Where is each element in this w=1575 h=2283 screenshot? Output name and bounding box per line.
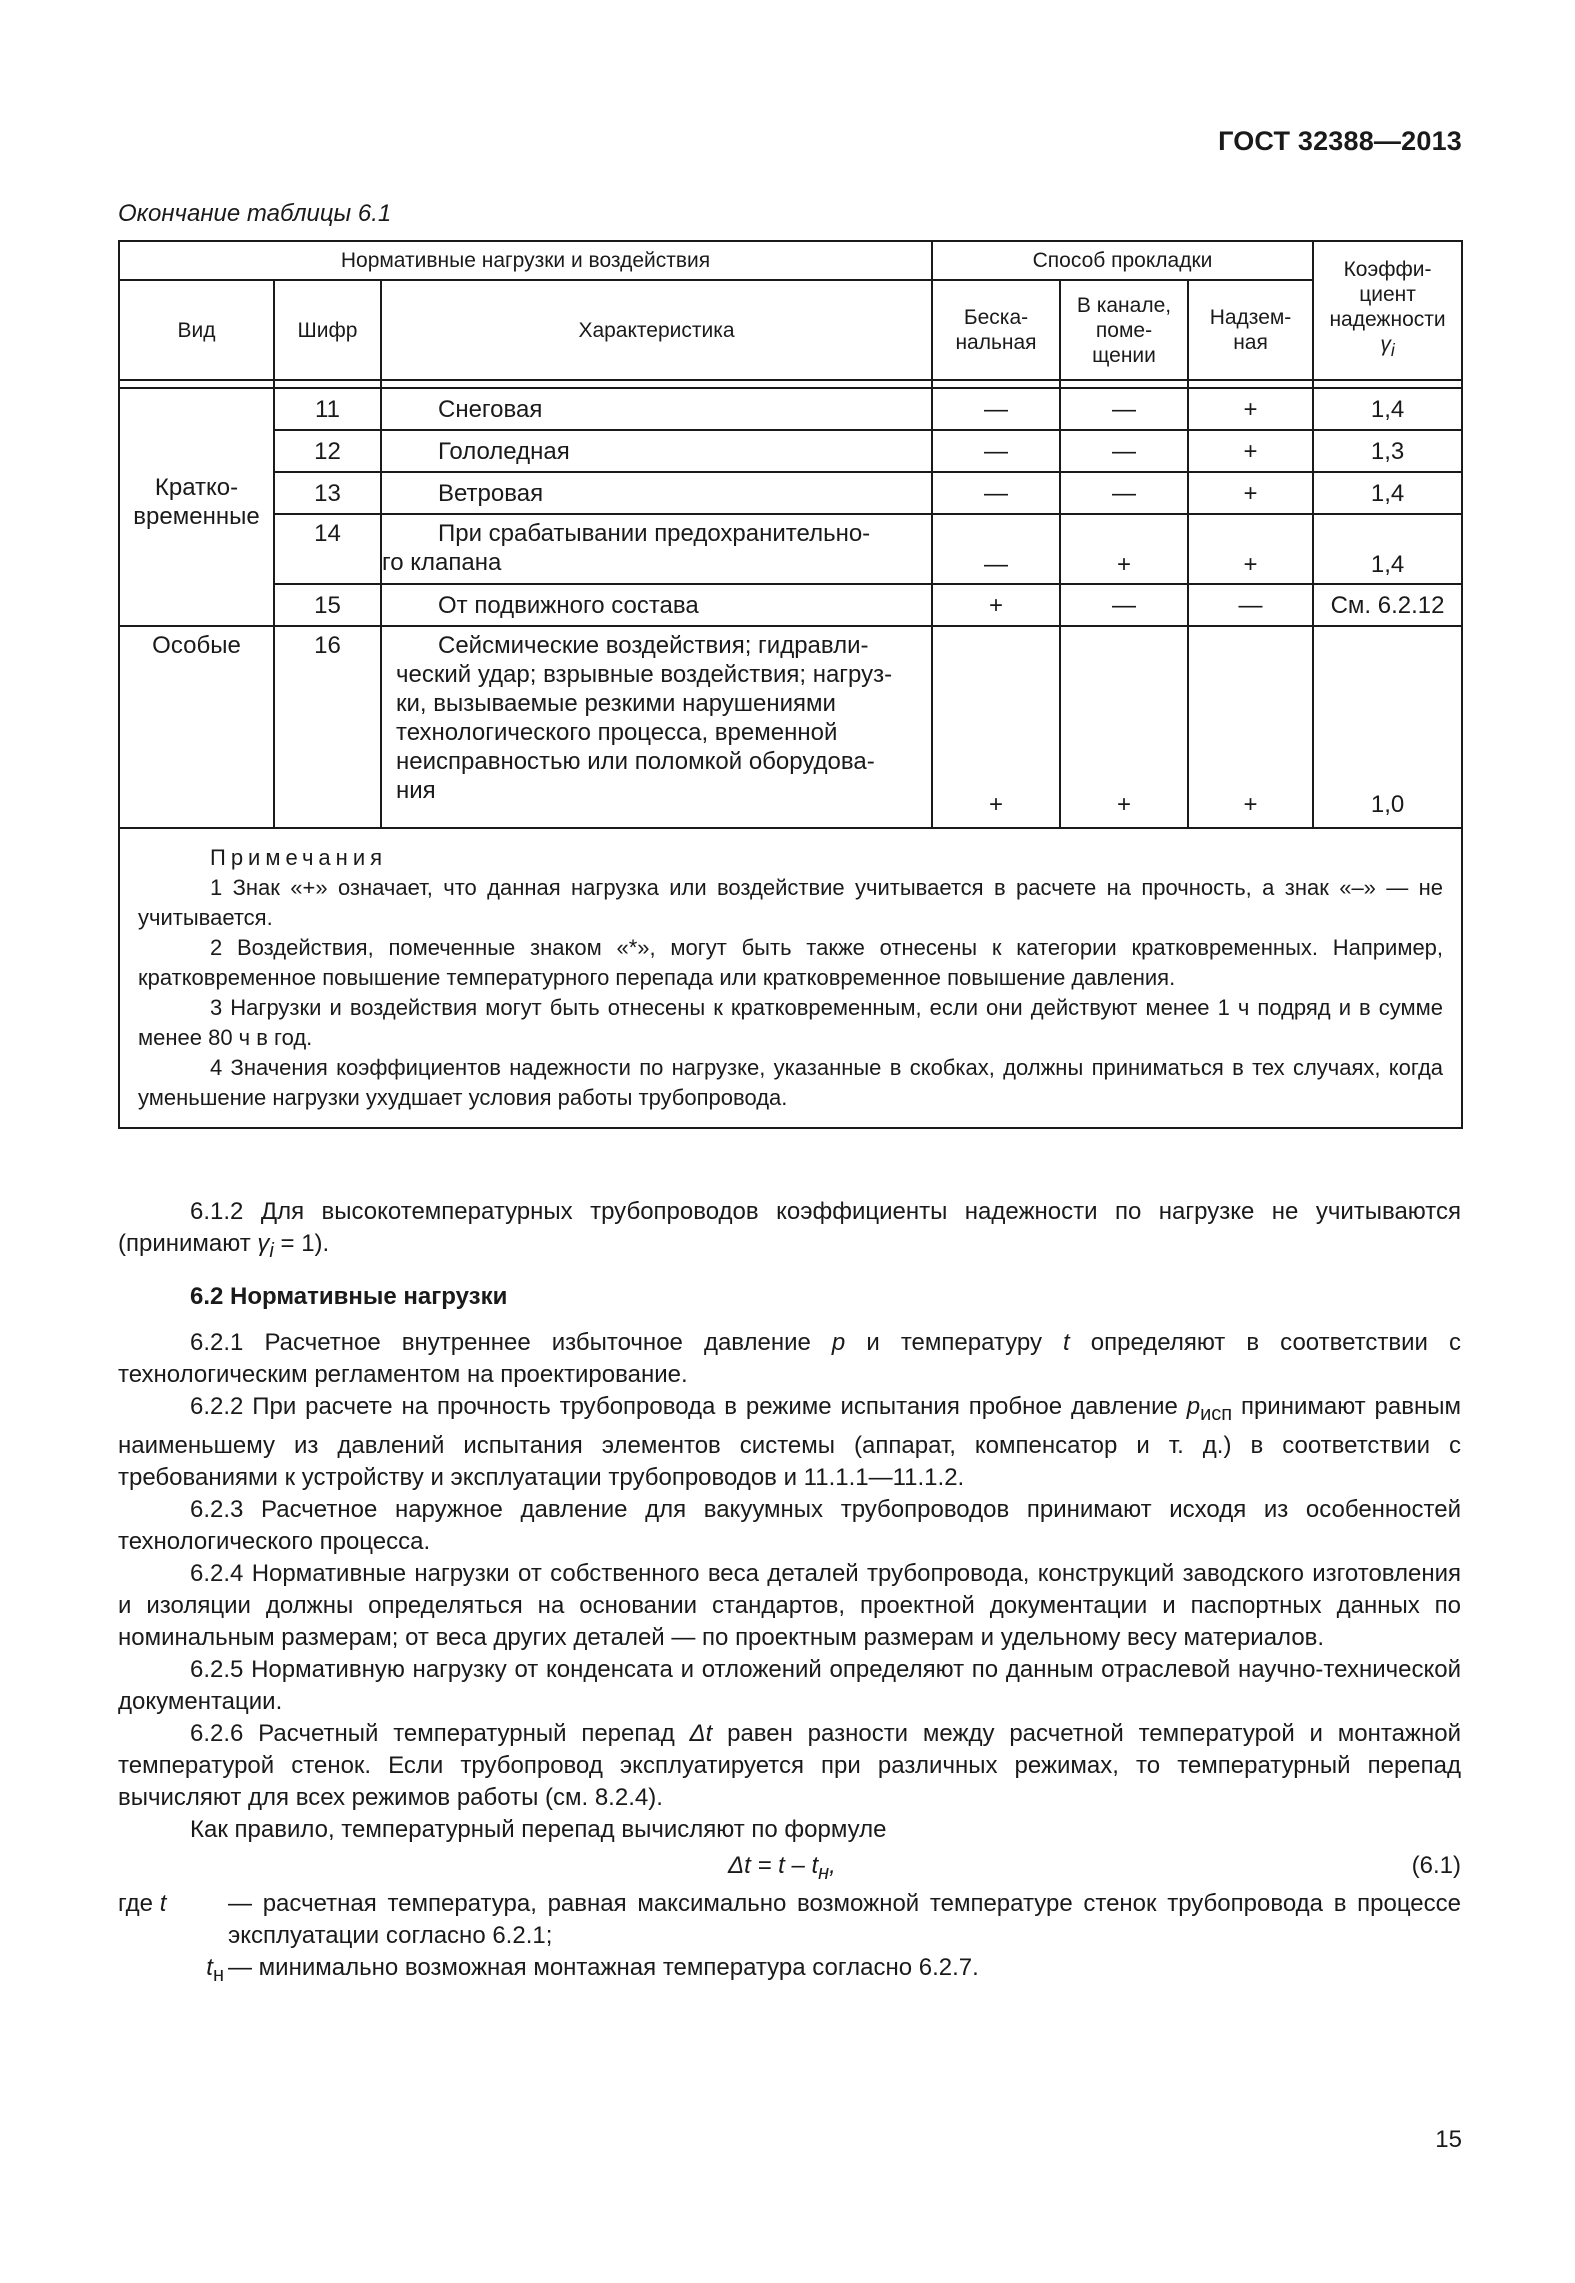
kind-short-term: Кратко- временные bbox=[119, 388, 274, 626]
row-above-ground: — bbox=[1188, 584, 1313, 626]
paragraph-6-2-6: 6.2.6 Расчетный температурный перепад Δt равен разности между расчетной температурой и монтажной температурой стенок. Если трубопровод эксплуатируется при различных режимах, то температурный перепад вычисляют для всех режимов работы (см. 8.2.4). bbox=[118, 1719, 1461, 1811]
row-characteristic: Снеговая bbox=[381, 388, 932, 430]
table-row bbox=[119, 472, 1462, 514]
table-caption: Окончание таблицы 6.1 bbox=[118, 200, 392, 227]
document-standard-id: ГОСТ 32388—2013 bbox=[1218, 126, 1462, 156]
header-group-loads: Нормативные нагрузки и воздействия bbox=[119, 241, 932, 280]
row-characteristic: Гололедная bbox=[381, 430, 932, 472]
note-4: 4 Значения коэффициентов надежности по нагрузке, указанные в скобках, должны приниматься в тех случаях, когда уменьшение нагрузки ухудшает условия работы трубопровода. bbox=[138, 1055, 1444, 1110]
row-above-ground: + bbox=[1188, 626, 1313, 828]
row-code: 12 bbox=[274, 430, 381, 472]
row-ductless: + bbox=[932, 584, 1060, 626]
table-row bbox=[119, 626, 1462, 828]
row-channel: + bbox=[1060, 626, 1188, 828]
row-ductless: — bbox=[932, 388, 1060, 430]
row-code: 13 bbox=[274, 472, 381, 514]
kind-special: Особые bbox=[119, 626, 274, 828]
row-coefficient: 1,3 bbox=[1313, 430, 1462, 472]
body-text bbox=[118, 1196, 1461, 1990]
header-coefficient: Коэффи- циент надежности $\gamma_i$ bbox=[1313, 241, 1462, 380]
header-kind: Вид bbox=[119, 280, 274, 380]
page-number: 15 bbox=[1435, 2126, 1462, 2153]
table-row bbox=[119, 430, 1462, 472]
row-above-ground: + bbox=[1188, 430, 1313, 472]
where-tn: $t_н$ — минимально возможная монтажная температура согласно 6.2.7. bbox=[206, 1953, 979, 1986]
row-code: 16 bbox=[274, 626, 381, 828]
row-characteristic: Ветровая bbox=[381, 472, 932, 514]
note-2: 2 Воздействия, помеченные знаком «*», могут быть также отнесены к категории кратковременных. Например, кратковременное повышение температурного перепада или кратковременное повышение давления. bbox=[138, 935, 1444, 990]
row-channel: — bbox=[1060, 472, 1188, 514]
row-code: 11 bbox=[274, 388, 381, 430]
row-ductless: — bbox=[932, 430, 1060, 472]
row-above-ground: + bbox=[1188, 472, 1313, 514]
loads-table bbox=[118, 240, 1463, 1129]
header-above-ground: Надзем- ная bbox=[1188, 280, 1313, 380]
row-characteristic: При срабатывании предохранительно- го клапана bbox=[381, 514, 932, 584]
paragraph-6-2-1: 6.2.1 Расчетное внутреннее избыточное давление p и температуру t определяют в соответствии с технологическим регламентом на проектирование. bbox=[118, 1328, 1461, 1388]
where-t: где t — расчетная температура, равная максимально возможной температуре стенок трубопровода в процессе эксплуатации согласно 6.2.1; bbox=[118, 1889, 1461, 1949]
row-coefficient: 1,4 bbox=[1313, 514, 1462, 584]
formula-number: (6.1) bbox=[1411, 1851, 1461, 1879]
paragraph-6-2-2: 6.2.2 При расчете на прочность трубопровода в режиме испытания пробное давление $p_{исп}$ принимают равным наименьшему из давлений испытания элементов системы (аппарат, компенсатор и т. д.) в соответствии с требованиями к устройству и эксплуатации трубопроводов и 11.1.1—11.1.2. bbox=[118, 1392, 1461, 1491]
formula-intro: Как правило, температурный перепад вычисляют по формуле bbox=[190, 1815, 887, 1843]
row-channel: — bbox=[1060, 584, 1188, 626]
row-ductless: — bbox=[932, 472, 1060, 514]
header-code: Шифр bbox=[274, 280, 381, 380]
header-group-method: Способ прокладки bbox=[932, 241, 1313, 280]
row-channel: — bbox=[1060, 388, 1188, 430]
header-ductless: Беска- нальная bbox=[932, 280, 1060, 380]
paragraph-6-1-2: 6.1.2 Для высокотемпературных трубопроводов коэффициенты надежности по нагрузке не учитываются (принимают $\gamma_i = 1$). bbox=[118, 1198, 1461, 1262]
row-channel: + bbox=[1060, 514, 1188, 584]
row-code: 15 bbox=[274, 584, 381, 626]
row-ductless: — bbox=[932, 514, 1060, 584]
row-characteristic: Сейсмические воздействия; гидравли- ческий удар; взрывные воздействия; нагруз- ки, вызываемые резкими нарушениями технологического процесса, временной неисправностью или поломкой оборудова- ния bbox=[381, 626, 932, 828]
table-row bbox=[119, 514, 1462, 584]
row-characteristic: От подвижного состава bbox=[381, 584, 932, 626]
row-above-ground: + bbox=[1188, 514, 1313, 584]
formula-6-1 bbox=[118, 1846, 1461, 1886]
row-above-ground: + bbox=[1188, 388, 1313, 430]
paragraph-6-2-3: 6.2.3 Расчетное наружное давление для вакуумных трубопроводов принимают исходя из особенностей технологического процесса. bbox=[118, 1495, 1461, 1555]
formula-expression: $\Delta t = t - t_н$, bbox=[728, 1851, 836, 1884]
header-channel: В канале, поме- щении bbox=[1060, 280, 1188, 380]
row-coefficient: 1,0 bbox=[1313, 626, 1462, 828]
table-notes bbox=[119, 828, 1462, 1128]
row-coefficient: 1,4 bbox=[1313, 472, 1462, 514]
row-coefficient: См. 6.2.12 bbox=[1313, 584, 1462, 626]
table-row bbox=[119, 584, 1462, 626]
table-row bbox=[119, 388, 1462, 430]
notes-title: Примечания bbox=[210, 845, 388, 870]
section-heading-6-2: 6.2 Нормативные нагрузки bbox=[190, 1282, 508, 1310]
header-characteristic: Характеристика bbox=[381, 280, 932, 380]
note-3: 3 Нагрузки и воздействия могут быть отнесены к кратковременным, если они действуют менее 1 ч подряд и в сумме менее 80 ч в год. bbox=[138, 995, 1444, 1050]
note-1: 1 Знак «+» означает, что данная нагрузка или воздействие учитывается в расчете на прочность, а знак «–» — не учитывается. bbox=[138, 875, 1444, 930]
row-ductless: + bbox=[932, 626, 1060, 828]
paragraph-6-2-5: 6.2.5 Нормативную нагрузку от конденсата и отложений определяют по данным отраслевой научно-технической документации. bbox=[118, 1655, 1461, 1715]
row-channel: — bbox=[1060, 430, 1188, 472]
paragraph-6-2-4: 6.2.4 Нормативные нагрузки от собственного веса деталей трубопровода, конструкций заводского изготовления и изоляции должны определяться на основании стандартов, проектной документации и паспортных данных по номинальным размерам; от веса других деталей — по проектным размерам и удельному весу материалов. bbox=[118, 1559, 1461, 1651]
row-coefficient: 1,4 bbox=[1313, 388, 1462, 430]
row-code: 14 bbox=[274, 514, 381, 584]
